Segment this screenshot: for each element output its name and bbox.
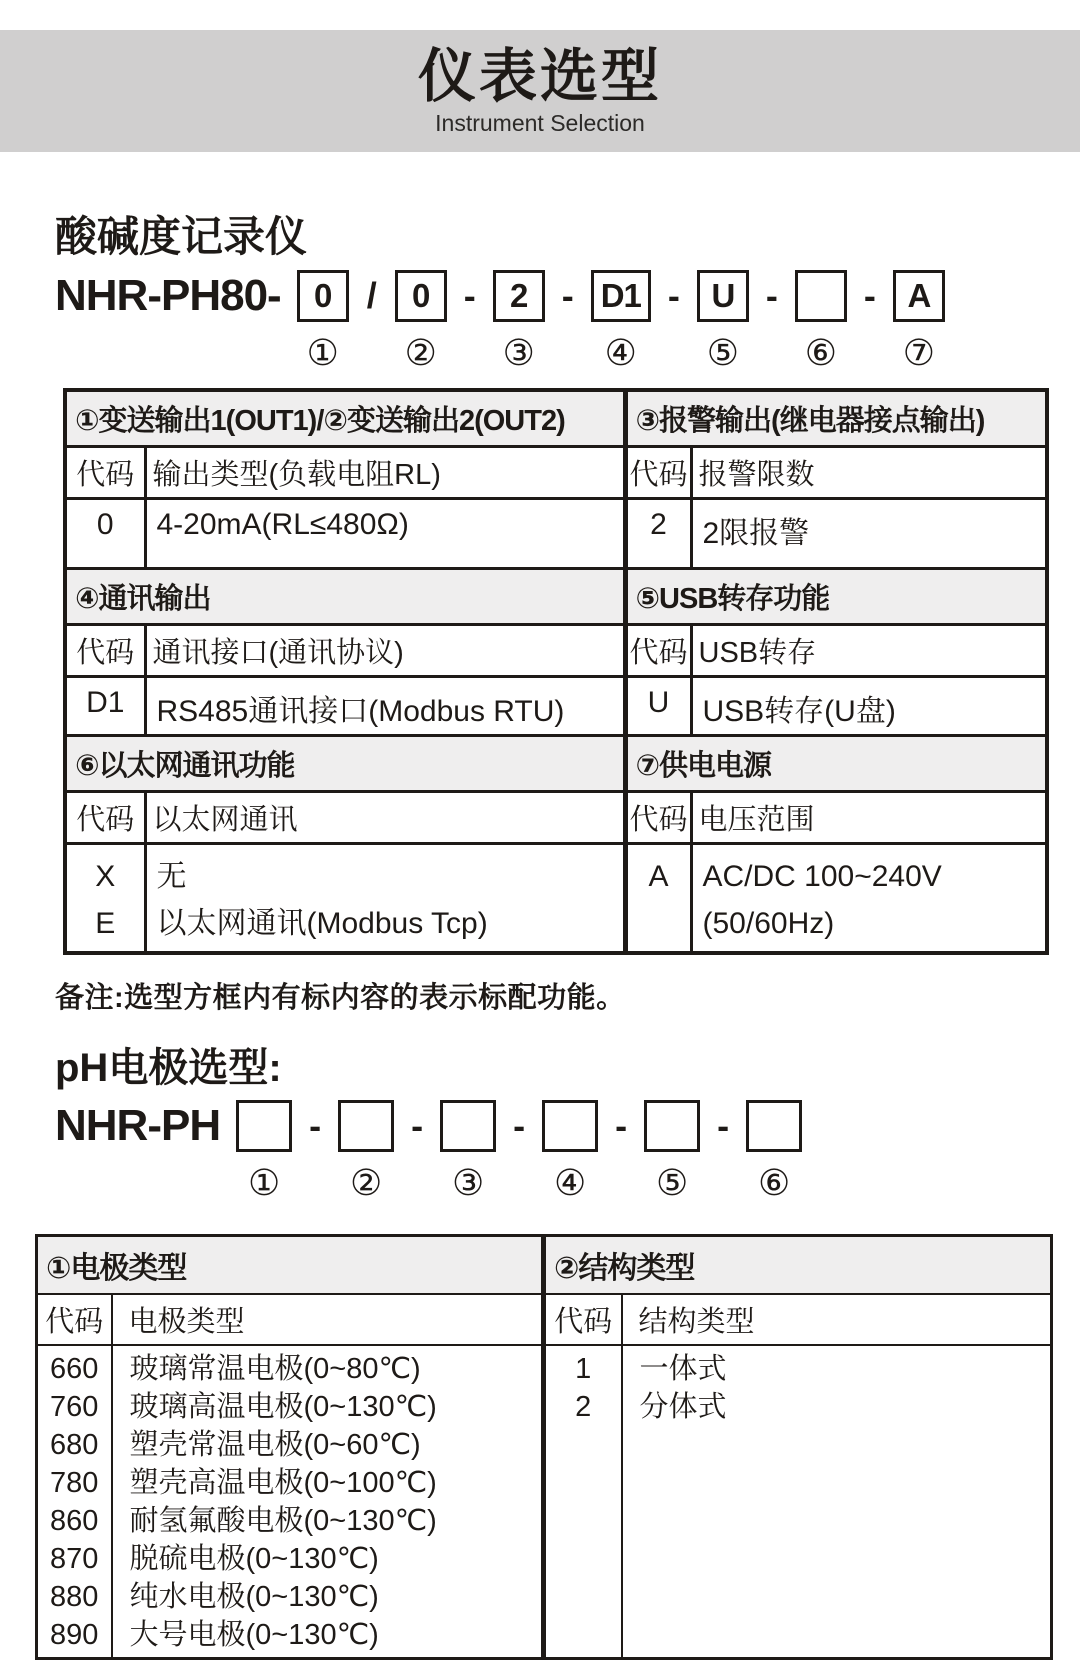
code-column-header: 代码 bbox=[65, 792, 145, 844]
desc-column-header: 输出类型(负载电阻RL) bbox=[145, 447, 625, 499]
code-column-header: 代码 bbox=[65, 447, 145, 499]
code-value: A bbox=[648, 860, 669, 893]
model-code-position-5 bbox=[644, 1100, 700, 1202]
recorder-section-title: 酸碱度记录仪 bbox=[55, 213, 308, 260]
section-header-out1-out2: ①变送输出1(OUT1)/②变送输出2(OUT2) bbox=[65, 390, 625, 447]
recorder-model-prefix: NHR-PH80- bbox=[55, 271, 281, 320]
desc-column-header: 以太网通讯 bbox=[145, 792, 625, 844]
structure-desc-list bbox=[622, 1345, 1052, 1659]
code-cell: 2 bbox=[625, 499, 691, 569]
desc-column-header: 通讯接口(通讯协议) bbox=[145, 625, 625, 677]
model-code-box-4 bbox=[542, 1100, 598, 1152]
code-value: 890 bbox=[50, 1619, 99, 1651]
table-row bbox=[37, 1236, 1052, 1295]
section-header-power: ⑦供电电源 bbox=[625, 736, 1047, 792]
model-code-box-3 bbox=[440, 1100, 496, 1152]
code-value: 860 bbox=[50, 1505, 99, 1537]
desc-value: 一体式 bbox=[639, 1353, 727, 1385]
model-code-box-2 bbox=[338, 1100, 394, 1152]
model-code-position-1 bbox=[236, 1100, 292, 1202]
model-code-box-4: D1 bbox=[591, 270, 651, 322]
model-code-position-4 bbox=[591, 270, 651, 372]
desc-column-header: USB转存 bbox=[691, 625, 1047, 677]
position-number-1: ① bbox=[306, 332, 339, 373]
desc-value: 无 bbox=[156, 860, 187, 893]
code-column-header: 代码 bbox=[625, 447, 691, 499]
code-value: X bbox=[95, 860, 116, 893]
position-number-6: ⑥ bbox=[804, 332, 838, 373]
desc-value: 以太网通讯(Modbus Tcp) bbox=[156, 907, 488, 940]
model-code-position-1 bbox=[297, 270, 349, 372]
code-value: 1 bbox=[575, 1353, 592, 1385]
code-cell bbox=[65, 844, 145, 954]
model-separator: - bbox=[463, 275, 476, 316]
table-row bbox=[65, 447, 1047, 499]
code-column-header: 代码 bbox=[65, 625, 145, 677]
page-content bbox=[0, 212, 1080, 1660]
section-header-ethernet: ⑥以太网通讯功能 bbox=[65, 736, 625, 792]
code-value: E bbox=[95, 907, 116, 940]
electrode-section-title: pH电极选型: bbox=[55, 1046, 282, 1090]
model-code-box-1: 0 bbox=[297, 270, 349, 322]
code-cell bbox=[625, 844, 691, 954]
model-code-box-5 bbox=[644, 1100, 700, 1152]
desc-value: (50/60Hz) bbox=[702, 907, 835, 940]
desc-value: 纯水电极(0~130℃) bbox=[129, 1581, 379, 1613]
table-row bbox=[37, 1294, 1052, 1345]
table-row bbox=[65, 569, 1047, 625]
desc-cell bbox=[691, 844, 1047, 954]
desc-cell bbox=[145, 844, 625, 954]
desc-value: AC/DC 100~240V bbox=[702, 860, 942, 893]
table-row bbox=[65, 736, 1047, 792]
model-code-box-1 bbox=[236, 1100, 292, 1152]
model-separator: - bbox=[309, 1105, 322, 1146]
model-code-position-2 bbox=[395, 270, 447, 372]
desc-cell: 2限报警 bbox=[691, 499, 1047, 569]
position-number-4: ④ bbox=[604, 332, 637, 373]
desc-value: 大号电极(0~130℃) bbox=[129, 1619, 379, 1651]
table-row bbox=[37, 1345, 1052, 1659]
code-cell: U bbox=[625, 677, 691, 736]
desc-column-header: 结构类型 bbox=[622, 1294, 1052, 1345]
desc-column-header: 报警限数 bbox=[691, 447, 1047, 499]
model-code-box-6 bbox=[746, 1100, 802, 1152]
structure-code-list bbox=[544, 1345, 622, 1659]
model-separator: - bbox=[411, 1105, 424, 1146]
electrode-desc-list bbox=[112, 1345, 544, 1659]
position-number-2: ② bbox=[349, 1162, 383, 1203]
position-number-4: ④ bbox=[553, 1162, 587, 1203]
code-column-header: 代码 bbox=[625, 625, 691, 677]
model-code-box-7: A bbox=[893, 270, 945, 322]
desc-value: 耐氢氟酸电极(0~130℃) bbox=[129, 1505, 437, 1537]
desc-cell: RS485通讯接口(Modbus RTU) bbox=[145, 677, 625, 736]
position-number-2: ② bbox=[404, 332, 437, 373]
model-separator: - bbox=[765, 275, 778, 316]
recorder-model-line bbox=[55, 270, 1042, 372]
desc-value: 玻璃常温电极(0~80℃) bbox=[129, 1353, 421, 1385]
position-number-3: ③ bbox=[451, 1162, 485, 1203]
model-code-position-7 bbox=[893, 270, 945, 372]
code-cell: D1 bbox=[65, 677, 145, 736]
desc-column-header: 电极类型 bbox=[112, 1294, 544, 1345]
model-separator: - bbox=[717, 1105, 730, 1146]
model-code-position-2 bbox=[338, 1100, 394, 1202]
electrode-model-prefix: NHR-PH bbox=[55, 1101, 221, 1150]
position-number-7: ⑦ bbox=[902, 332, 936, 373]
model-code-position-3 bbox=[493, 270, 545, 372]
code-column-header: 代码 bbox=[544, 1294, 622, 1345]
code-cell: 0 bbox=[65, 499, 145, 569]
section-header-comm: ④通讯输出 bbox=[65, 569, 625, 625]
desc-value: 塑壳常温电极(0~60℃) bbox=[129, 1429, 421, 1461]
model-separator: - bbox=[513, 1105, 526, 1146]
desc-value: 分体式 bbox=[639, 1391, 727, 1423]
section-header-structure-type: ②结构类型 bbox=[544, 1236, 1052, 1295]
recorder-spec-table bbox=[63, 388, 1049, 955]
table-row bbox=[65, 792, 1047, 844]
model-separator: / bbox=[366, 275, 377, 316]
model-separator: - bbox=[615, 1105, 628, 1146]
code-value: 870 bbox=[50, 1543, 99, 1575]
model-separator: - bbox=[561, 275, 574, 316]
code-value bbox=[630, 900, 688, 947]
page-subtitle: Instrument Selection bbox=[435, 109, 645, 136]
code-column-header: 代码 bbox=[37, 1294, 112, 1345]
table-row bbox=[65, 844, 1047, 954]
position-number-5: ⑤ bbox=[706, 332, 740, 373]
model-code-position-6 bbox=[746, 1100, 802, 1202]
page-title: 仪表选型 bbox=[417, 43, 662, 109]
code-value: 660 bbox=[50, 1353, 99, 1385]
electrode-code-list bbox=[37, 1345, 112, 1659]
model-code-box-6 bbox=[795, 270, 847, 322]
desc-column-header: 电压范围 bbox=[691, 792, 1047, 844]
table-row bbox=[65, 499, 1047, 569]
table-row bbox=[65, 625, 1047, 677]
code-value: 760 bbox=[50, 1391, 99, 1423]
position-number-6: ⑥ bbox=[757, 1162, 791, 1203]
desc-cell: 4-20mA(RL≤480Ω) bbox=[145, 499, 625, 569]
position-number-3: ③ bbox=[502, 332, 535, 373]
model-separator: - bbox=[667, 275, 680, 316]
desc-cell: USB转存(U盘) bbox=[691, 677, 1047, 736]
position-number-1: ① bbox=[247, 1162, 281, 1203]
page-header-band bbox=[0, 30, 1080, 152]
code-value: 880 bbox=[50, 1581, 99, 1613]
code-value: 780 bbox=[50, 1467, 99, 1499]
table-row bbox=[65, 390, 1047, 447]
model-code-box-2: 0 bbox=[395, 270, 447, 322]
desc-value: 脱硫电极(0~130℃) bbox=[129, 1543, 379, 1575]
section-header-alarm: ③报警输出(继电器接点输出) bbox=[625, 390, 1047, 447]
model-code-position-6 bbox=[795, 270, 847, 372]
model-separator: - bbox=[863, 275, 876, 316]
code-value: 2 bbox=[575, 1391, 592, 1423]
position-number-5: ⑤ bbox=[655, 1162, 689, 1203]
model-code-box-5: U bbox=[697, 270, 749, 322]
model-code-position-5 bbox=[697, 270, 749, 372]
model-code-position-4 bbox=[542, 1100, 598, 1202]
code-column-header: 代码 bbox=[625, 792, 691, 844]
code-value: 680 bbox=[50, 1429, 99, 1461]
note-text: 备注:选型方框内有标内容的表示标配功能。 bbox=[55, 982, 626, 1014]
desc-value: 塑壳高温电极(0~100℃) bbox=[129, 1467, 437, 1499]
section-header-usb: ⑤USB转存功能 bbox=[625, 569, 1047, 625]
desc-value: 玻璃高温电极(0~130℃) bbox=[129, 1391, 437, 1423]
electrode-spec-table bbox=[35, 1234, 1053, 1660]
model-code-position-3 bbox=[440, 1100, 496, 1202]
electrode-model-line bbox=[55, 1100, 1042, 1202]
model-code-box-3: 2 bbox=[493, 270, 545, 322]
table-row bbox=[65, 677, 1047, 736]
section-header-electrode-type: ①电极类型 bbox=[37, 1236, 544, 1295]
